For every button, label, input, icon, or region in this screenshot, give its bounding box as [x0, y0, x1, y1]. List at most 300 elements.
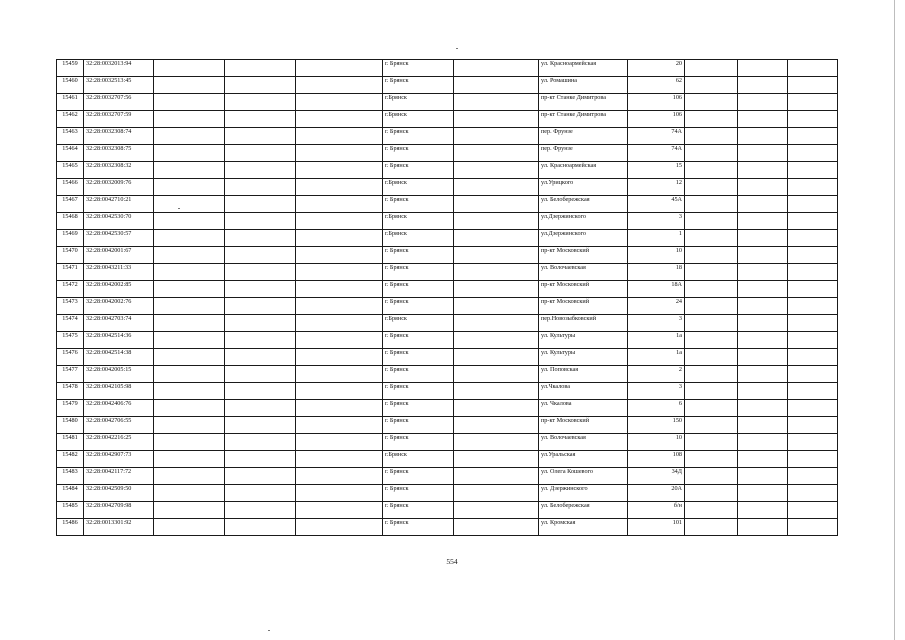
- row-number: 15476: [57, 349, 84, 366]
- city-cell: г. Брянск: [383, 247, 454, 264]
- empty-cell: [685, 502, 738, 519]
- empty-cell: [738, 451, 788, 468]
- empty-cell: [454, 247, 539, 264]
- scan-edge: [894, 0, 895, 640]
- empty-cell: [225, 162, 296, 179]
- city-cell: г. Брянск: [383, 383, 454, 400]
- street-cell: пр-кт Станке Димитрова: [539, 94, 628, 111]
- street-cell: ул. Чкалова: [539, 400, 628, 417]
- city-cell: г.Брянск: [383, 213, 454, 230]
- empty-cell: [738, 383, 788, 400]
- empty-cell: [225, 298, 296, 315]
- empty-cell: [685, 485, 738, 502]
- empty-cell: [225, 247, 296, 264]
- empty-cell: [225, 111, 296, 128]
- empty-cell: [685, 230, 738, 247]
- empty-cell: [296, 485, 383, 502]
- empty-cell: [738, 145, 788, 162]
- city-cell: г. Брянск: [383, 400, 454, 417]
- empty-cell: [738, 485, 788, 502]
- empty-cell: [154, 94, 225, 111]
- row-number: 15467: [57, 196, 84, 213]
- cadastral-number: 32:28:0042001:67: [84, 247, 154, 264]
- empty-cell: [788, 179, 838, 196]
- empty-cell: [225, 417, 296, 434]
- empty-cell: [296, 349, 383, 366]
- house-number: 1: [628, 230, 685, 247]
- empty-cell: [685, 213, 738, 230]
- table-row: [57, 94, 838, 111]
- empty-cell: [154, 485, 225, 502]
- empty-cell: [788, 298, 838, 315]
- cadastral-number: 32:28:0032707:56: [84, 94, 154, 111]
- house-number: 150: [628, 417, 685, 434]
- empty-cell: [738, 434, 788, 451]
- table-row: [57, 128, 838, 145]
- street-cell: ул. Кромская: [539, 519, 628, 536]
- city-cell: г. Брянск: [383, 162, 454, 179]
- empty-cell: [685, 366, 738, 383]
- empty-cell: [788, 94, 838, 111]
- empty-cell: [154, 230, 225, 247]
- house-number: 10: [628, 434, 685, 451]
- empty-cell: [225, 366, 296, 383]
- table-row: [57, 213, 838, 230]
- empty-cell: [685, 298, 738, 315]
- empty-cell: [296, 315, 383, 332]
- empty-cell: [296, 298, 383, 315]
- street-cell: ул. Волочаевская: [539, 434, 628, 451]
- empty-cell: [788, 247, 838, 264]
- empty-cell: [738, 94, 788, 111]
- street-cell: ул. Культуры: [539, 349, 628, 366]
- row-number: 15481: [57, 434, 84, 451]
- empty-cell: [685, 247, 738, 264]
- street-cell: ул.Уральская: [539, 451, 628, 468]
- empty-cell: [225, 196, 296, 213]
- house-number: 62: [628, 77, 685, 94]
- empty-cell: [738, 111, 788, 128]
- empty-cell: [738, 366, 788, 383]
- empty-cell: [738, 502, 788, 519]
- empty-cell: [296, 417, 383, 434]
- empty-cell: [296, 281, 383, 298]
- empty-cell: [454, 179, 539, 196]
- empty-cell: [154, 111, 225, 128]
- street-cell: ул. Ромашина: [539, 77, 628, 94]
- empty-cell: [685, 179, 738, 196]
- empty-cell: [154, 77, 225, 94]
- city-cell: г. Брянск: [383, 468, 454, 485]
- street-cell: пр-кт Московский: [539, 417, 628, 434]
- empty-cell: [454, 451, 539, 468]
- empty-cell: [685, 468, 738, 485]
- city-cell: г. Брянск: [383, 298, 454, 315]
- empty-cell: [454, 485, 539, 502]
- empty-cell: [685, 315, 738, 332]
- cadastral-number: 32:28:0042002:85: [84, 281, 154, 298]
- empty-cell: [738, 196, 788, 213]
- empty-cell: [296, 247, 383, 264]
- house-number: 1а: [628, 332, 685, 349]
- empty-cell: [454, 145, 539, 162]
- empty-cell: [788, 230, 838, 247]
- empty-cell: [788, 400, 838, 417]
- empty-cell: [225, 179, 296, 196]
- row-number: 15480: [57, 417, 84, 434]
- city-cell: г. Брянск: [383, 485, 454, 502]
- empty-cell: [454, 196, 539, 213]
- row-number: 15477: [57, 366, 84, 383]
- row-number: 15465: [57, 162, 84, 179]
- city-cell: г. Брянск: [383, 332, 454, 349]
- cadastral-number: 32:28:0042216:25: [84, 434, 154, 451]
- empty-cell: [454, 332, 539, 349]
- street-cell: пр-кт Московский: [539, 281, 628, 298]
- table-row: [57, 434, 838, 451]
- house-number: 45А: [628, 196, 685, 213]
- empty-cell: [225, 502, 296, 519]
- empty-cell: [154, 145, 225, 162]
- cadastral-number: 32:28:0042514:38: [84, 349, 154, 366]
- table-row: [57, 298, 838, 315]
- empty-cell: [154, 400, 225, 417]
- street-cell: пер. Фрунзе: [539, 128, 628, 145]
- table-row: [57, 264, 838, 281]
- empty-cell: [738, 349, 788, 366]
- empty-cell: [154, 417, 225, 434]
- empty-cell: [788, 366, 838, 383]
- empty-cell: [685, 77, 738, 94]
- cadastral-number: 32:28:0032308:74: [84, 128, 154, 145]
- table-row: [57, 502, 838, 519]
- scan-speck: [178, 208, 180, 209]
- empty-cell: [738, 281, 788, 298]
- empty-cell: [154, 281, 225, 298]
- empty-cell: [738, 519, 788, 536]
- table-row: [57, 485, 838, 502]
- empty-cell: [296, 400, 383, 417]
- table-row: [57, 281, 838, 298]
- row-number: 15466: [57, 179, 84, 196]
- empty-cell: [296, 145, 383, 162]
- house-number: 3: [628, 383, 685, 400]
- city-cell: г. Брянск: [383, 366, 454, 383]
- empty-cell: [296, 366, 383, 383]
- table-row: [57, 196, 838, 213]
- table-row: [57, 60, 838, 77]
- empty-cell: [154, 366, 225, 383]
- row-number: 15482: [57, 451, 84, 468]
- city-cell: г. Брянск: [383, 128, 454, 145]
- empty-cell: [454, 213, 539, 230]
- empty-cell: [788, 281, 838, 298]
- empty-cell: [788, 264, 838, 281]
- house-number: 108: [628, 451, 685, 468]
- house-number: 3: [628, 315, 685, 332]
- empty-cell: [685, 145, 738, 162]
- empty-cell: [788, 349, 838, 366]
- city-cell: г. Брянск: [383, 417, 454, 434]
- empty-cell: [685, 281, 738, 298]
- empty-cell: [788, 162, 838, 179]
- empty-cell: [738, 77, 788, 94]
- empty-cell: [154, 451, 225, 468]
- street-cell: ул. Волочаевская: [539, 264, 628, 281]
- empty-cell: [154, 332, 225, 349]
- empty-cell: [738, 60, 788, 77]
- row-number: 15471: [57, 264, 84, 281]
- table-row: [57, 400, 838, 417]
- house-number: 18А: [628, 281, 685, 298]
- empty-cell: [225, 383, 296, 400]
- city-cell: г.Брянск: [383, 315, 454, 332]
- empty-cell: [296, 332, 383, 349]
- cadastral-number: 32:28:0032308:75: [84, 145, 154, 162]
- empty-cell: [454, 349, 539, 366]
- registry-rows: [57, 60, 838, 536]
- street-cell: ул. Белобережская: [539, 196, 628, 213]
- row-number: 15462: [57, 111, 84, 128]
- empty-cell: [154, 383, 225, 400]
- street-cell: пер.Новозыбковский: [539, 315, 628, 332]
- city-cell: г. Брянск: [383, 77, 454, 94]
- empty-cell: [296, 60, 383, 77]
- cadastral-number: 32:28:0042709:98: [84, 502, 154, 519]
- page-number: 554: [446, 557, 458, 566]
- city-cell: г. Брянск: [383, 264, 454, 281]
- empty-cell: [685, 264, 738, 281]
- empty-cell: [154, 128, 225, 145]
- empty-cell: [738, 213, 788, 230]
- street-cell: пр-кт Станке Димитрова: [539, 111, 628, 128]
- empty-cell: [454, 366, 539, 383]
- row-number: 15473: [57, 298, 84, 315]
- row-number: 15464: [57, 145, 84, 162]
- row-number: 15475: [57, 332, 84, 349]
- street-cell: ул. Красноармейская: [539, 162, 628, 179]
- empty-cell: [685, 417, 738, 434]
- empty-cell: [296, 111, 383, 128]
- row-number: 15470: [57, 247, 84, 264]
- empty-cell: [788, 213, 838, 230]
- empty-cell: [225, 485, 296, 502]
- city-cell: г.Брянск: [383, 179, 454, 196]
- empty-cell: [225, 400, 296, 417]
- empty-cell: [738, 468, 788, 485]
- empty-cell: [685, 519, 738, 536]
- empty-cell: [225, 434, 296, 451]
- street-cell: ул. Поповская: [539, 366, 628, 383]
- cadastral-number: 32:28:0042710:21: [84, 196, 154, 213]
- empty-cell: [296, 196, 383, 213]
- cadastral-number: 32:28:0042907:73: [84, 451, 154, 468]
- empty-cell: [454, 468, 539, 485]
- empty-cell: [788, 332, 838, 349]
- empty-cell: [296, 264, 383, 281]
- table-row: [57, 451, 838, 468]
- empty-cell: [788, 417, 838, 434]
- street-cell: ул. Красноармейская: [539, 60, 628, 77]
- empty-cell: [738, 162, 788, 179]
- empty-cell: [454, 315, 539, 332]
- empty-cell: [788, 145, 838, 162]
- empty-cell: [788, 111, 838, 128]
- empty-cell: [454, 77, 539, 94]
- empty-cell: [296, 451, 383, 468]
- city-cell: г.Брянск: [383, 451, 454, 468]
- city-cell: г. Брянск: [383, 281, 454, 298]
- empty-cell: [296, 213, 383, 230]
- city-cell: г. Брянск: [383, 60, 454, 77]
- street-cell: ул.Дзержинского: [539, 213, 628, 230]
- empty-cell: [788, 315, 838, 332]
- empty-cell: [738, 128, 788, 145]
- empty-cell: [154, 434, 225, 451]
- row-number: 15461: [57, 94, 84, 111]
- empty-cell: [738, 264, 788, 281]
- empty-cell: [225, 451, 296, 468]
- empty-cell: [454, 230, 539, 247]
- table-row: [57, 162, 838, 179]
- empty-cell: [225, 281, 296, 298]
- empty-cell: [454, 60, 539, 77]
- empty-cell: [454, 111, 539, 128]
- empty-cell: [788, 434, 838, 451]
- city-cell: г. Брянск: [383, 349, 454, 366]
- empty-cell: [454, 162, 539, 179]
- cadastral-number: 32:28:0032707:59: [84, 111, 154, 128]
- empty-cell: [296, 77, 383, 94]
- street-cell: ул. Дзержинского: [539, 485, 628, 502]
- house-number: 15: [628, 162, 685, 179]
- empty-cell: [225, 213, 296, 230]
- street-cell: ул. Культуры: [539, 332, 628, 349]
- table-row: [57, 179, 838, 196]
- cadastral-number: 32:28:0042514:36: [84, 332, 154, 349]
- street-cell: ул.Чкалова: [539, 383, 628, 400]
- empty-cell: [454, 400, 539, 417]
- cadastral-number: 32:28:0013301:92: [84, 519, 154, 536]
- house-number: 3: [628, 213, 685, 230]
- empty-cell: [225, 315, 296, 332]
- cadastral-number: 32:28:0032013:94: [84, 60, 154, 77]
- empty-cell: [225, 77, 296, 94]
- street-cell: пр-кт Московский: [539, 298, 628, 315]
- empty-cell: [788, 383, 838, 400]
- empty-cell: [154, 213, 225, 230]
- street-cell: пер. Фрунзе: [539, 145, 628, 162]
- table-row: [57, 230, 838, 247]
- street-cell: ул.Урицкого: [539, 179, 628, 196]
- house-number: 12: [628, 179, 685, 196]
- row-number: 15479: [57, 400, 84, 417]
- empty-cell: [788, 451, 838, 468]
- empty-cell: [225, 468, 296, 485]
- empty-cell: [296, 519, 383, 536]
- city-cell: г.Брянск: [383, 230, 454, 247]
- row-number: 15474: [57, 315, 84, 332]
- empty-cell: [225, 60, 296, 77]
- empty-cell: [685, 400, 738, 417]
- cadastral-number: 32:28:0042706:55: [84, 417, 154, 434]
- empty-cell: [154, 349, 225, 366]
- house-number: 24: [628, 298, 685, 315]
- city-cell: г. Брянск: [383, 519, 454, 536]
- empty-cell: [738, 400, 788, 417]
- cadastral-number: 32:28:0032513:45: [84, 77, 154, 94]
- city-cell: г. Брянск: [383, 502, 454, 519]
- street-cell: ул.Дзержинского: [539, 230, 628, 247]
- house-number: 20А: [628, 485, 685, 502]
- house-number: 106: [628, 94, 685, 111]
- cadastral-number: 32:28:0042005:15: [84, 366, 154, 383]
- street-cell: ул. Белобережская: [539, 502, 628, 519]
- empty-cell: [685, 60, 738, 77]
- empty-cell: [685, 94, 738, 111]
- street-cell: ул. Олега Кошевого: [539, 468, 628, 485]
- empty-cell: [225, 230, 296, 247]
- house-number: 74А: [628, 128, 685, 145]
- house-number: 34Д: [628, 468, 685, 485]
- empty-cell: [225, 264, 296, 281]
- table-row: [57, 366, 838, 383]
- empty-cell: [154, 264, 225, 281]
- empty-cell: [454, 94, 539, 111]
- empty-cell: [454, 128, 539, 145]
- empty-cell: [454, 417, 539, 434]
- empty-cell: [296, 434, 383, 451]
- city-cell: г. Брянск: [383, 196, 454, 213]
- empty-cell: [788, 519, 838, 536]
- empty-cell: [685, 332, 738, 349]
- table-row: [57, 417, 838, 434]
- house-number: 2: [628, 366, 685, 383]
- empty-cell: [225, 332, 296, 349]
- empty-cell: [296, 179, 383, 196]
- empty-cell: [225, 349, 296, 366]
- empty-cell: [225, 128, 296, 145]
- row-number: 15472: [57, 281, 84, 298]
- empty-cell: [685, 434, 738, 451]
- house-number: 10: [628, 247, 685, 264]
- row-number: 15468: [57, 213, 84, 230]
- empty-cell: [454, 434, 539, 451]
- cadastral-number: 32:28:0043211:33: [84, 264, 154, 281]
- empty-cell: [685, 196, 738, 213]
- table-row: [57, 77, 838, 94]
- empty-cell: [454, 502, 539, 519]
- cadastral-number: 32:28:0042105:98: [84, 383, 154, 400]
- table-row: [57, 315, 838, 332]
- empty-cell: [685, 349, 738, 366]
- table-row: [57, 349, 838, 366]
- empty-cell: [454, 298, 539, 315]
- house-number: 6: [628, 400, 685, 417]
- table-row: [57, 145, 838, 162]
- empty-cell: [225, 145, 296, 162]
- row-number: 15460: [57, 77, 84, 94]
- house-number: б/н: [628, 502, 685, 519]
- cadastral-number: 32:28:0042002:76: [84, 298, 154, 315]
- empty-cell: [738, 179, 788, 196]
- empty-cell: [788, 128, 838, 145]
- house-number: 1а: [628, 349, 685, 366]
- table-row: [57, 468, 838, 485]
- empty-cell: [296, 502, 383, 519]
- table-row: [57, 332, 838, 349]
- empty-cell: [225, 94, 296, 111]
